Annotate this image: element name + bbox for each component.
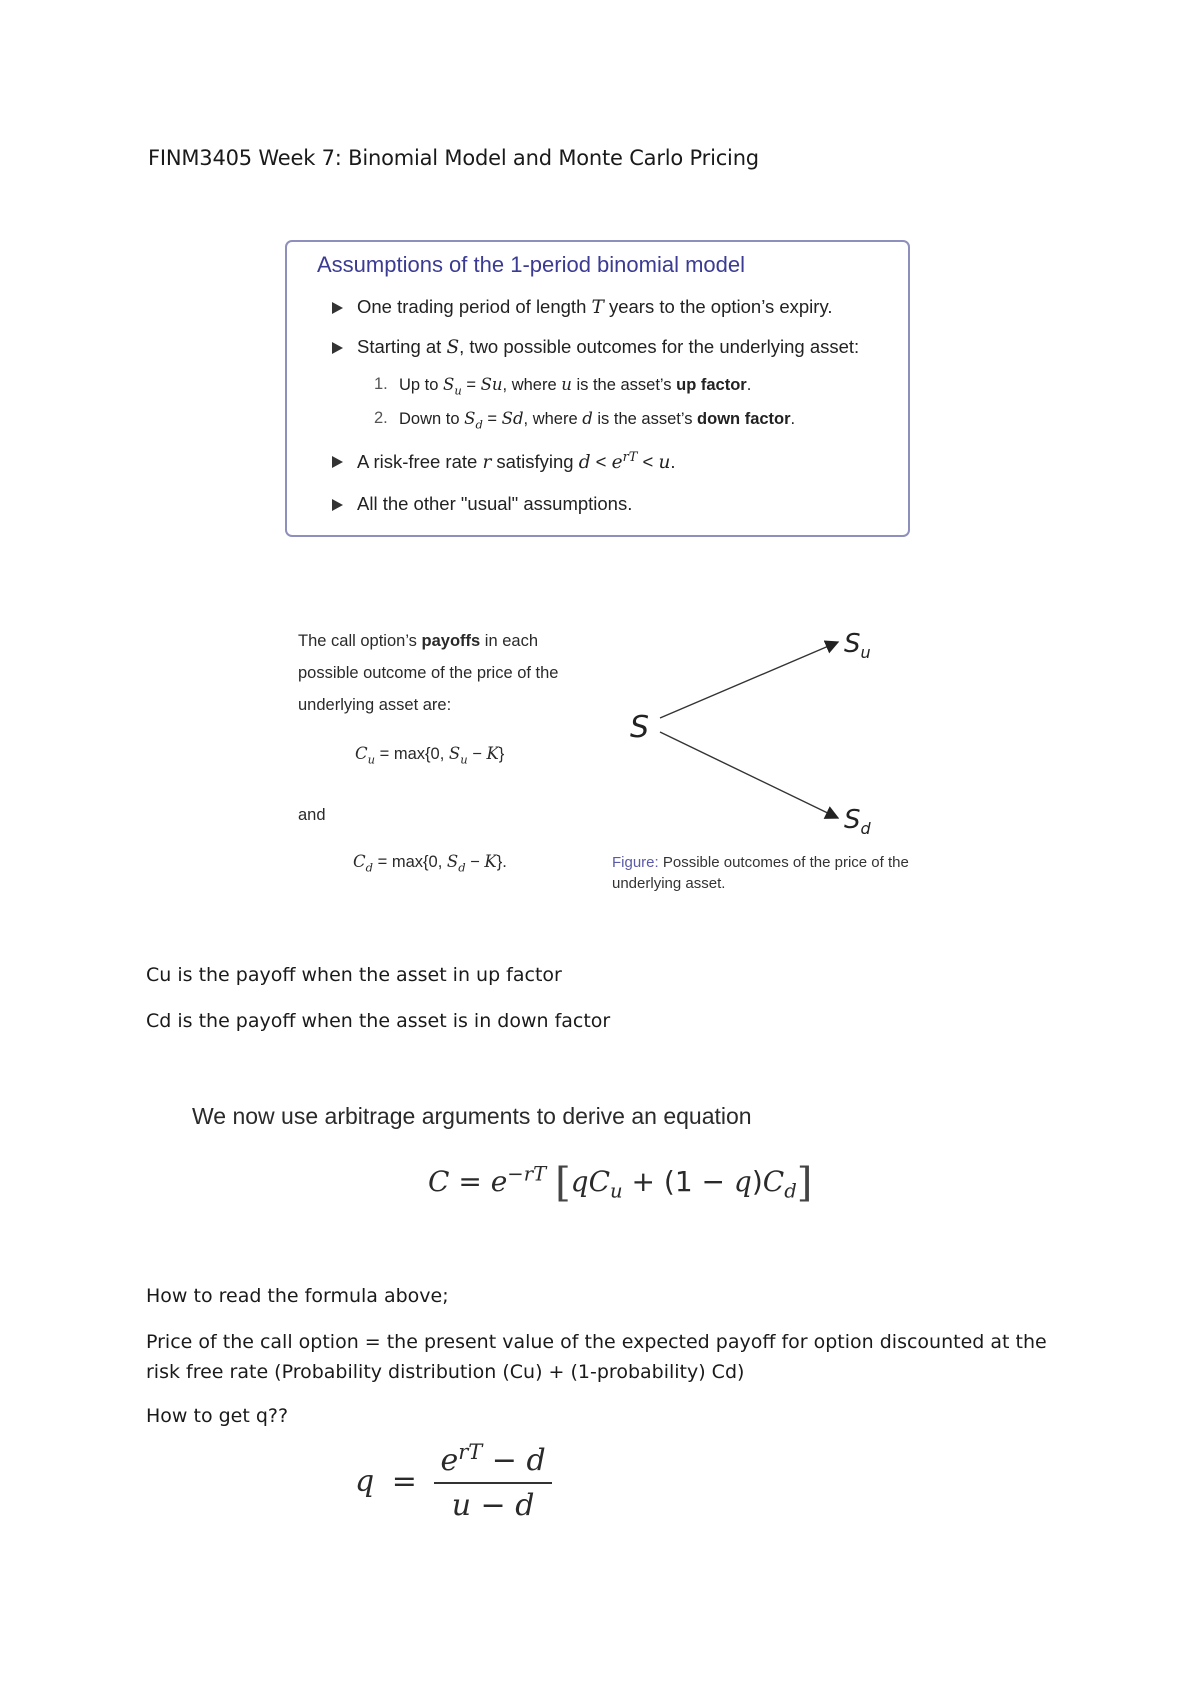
tree-up-label: $S_u$: [844, 629, 871, 662]
main-pricing-formula: $C = e^{-rT}$ $[qC_u + (1 - q)C_d]$: [428, 1160, 813, 1206]
page-title: FINM3405 Week 7: Binomial Model and Monte Carlo Pricing: [148, 146, 759, 170]
payoff-intro: The call option’s payoffs in each possible outcome of the price of the underlying asset are:: [298, 632, 559, 714]
q-formula: q = $\frac{e^{rT} - d}{u - d}$: [355, 1440, 552, 1523]
assumption-sub-2: 2. Down to $S_d = Sd$, where d is the asset’s down factor.: [374, 409, 796, 432]
formula-explanation: Price of the call option = the present value of the expected payoff for option discounted at the risk free rate (Probability distribution (Cu) + (1-probability) Cd): [146, 1331, 1047, 1383]
tree-root-label: S: [630, 710, 650, 745]
assumption-bullet-3: A risk-free rate r satisfying $d < e^{rT} < u$.: [332, 450, 892, 474]
down-branch-line: [660, 732, 838, 818]
assumption-bullet-4: All the other "usual" assumptions.: [332, 493, 892, 517]
assumptions-box: [285, 240, 910, 537]
assumption-bullet-2: Starting at S, two possible outcomes for the underlying asset:: [332, 336, 892, 360]
figure-caption: Figure: Possible outcomes of the price of the underlying asset.: [612, 854, 909, 892]
assumptions-heading: Assumptions of the 1-period binomial model: [317, 252, 746, 277]
cd-definition: Cd is the payoff when the asset is in down factor: [146, 1010, 611, 1032]
how-to-get-q-heading: How to get q??: [146, 1405, 289, 1427]
up-branch-line: [660, 642, 838, 718]
cu-definition: Cu is the payoff when the asset in up factor: [146, 964, 562, 986]
payoff-down-equation: $C_d = \max\{0$, $S_d - K$}.: [353, 852, 507, 875]
triangle-bullet-icon: [332, 456, 343, 468]
triangle-bullet-icon: [332, 302, 343, 314]
triangle-bullet-icon: [332, 499, 343, 511]
payoff-up-equation: $C_u = \max\{0$, $S_u - K$}: [355, 744, 505, 767]
triangle-bullet-icon: [332, 342, 343, 354]
and-label: and: [298, 806, 326, 824]
tree-down-label: $S_d$: [844, 805, 871, 838]
arbitrage-intro: We now use arbitrage arguments to derive an equation: [192, 1103, 752, 1129]
assumption-sub-1: 1. Up to $S_u = Su$, where u is the asset’s up factor.: [374, 375, 752, 398]
how-to-read-heading: How to read the formula above;: [146, 1285, 449, 1307]
binomial-tree-diagram: [620, 620, 920, 840]
assumption-bullet-1: One trading period of length T years to the option’s expiry.: [332, 296, 892, 320]
